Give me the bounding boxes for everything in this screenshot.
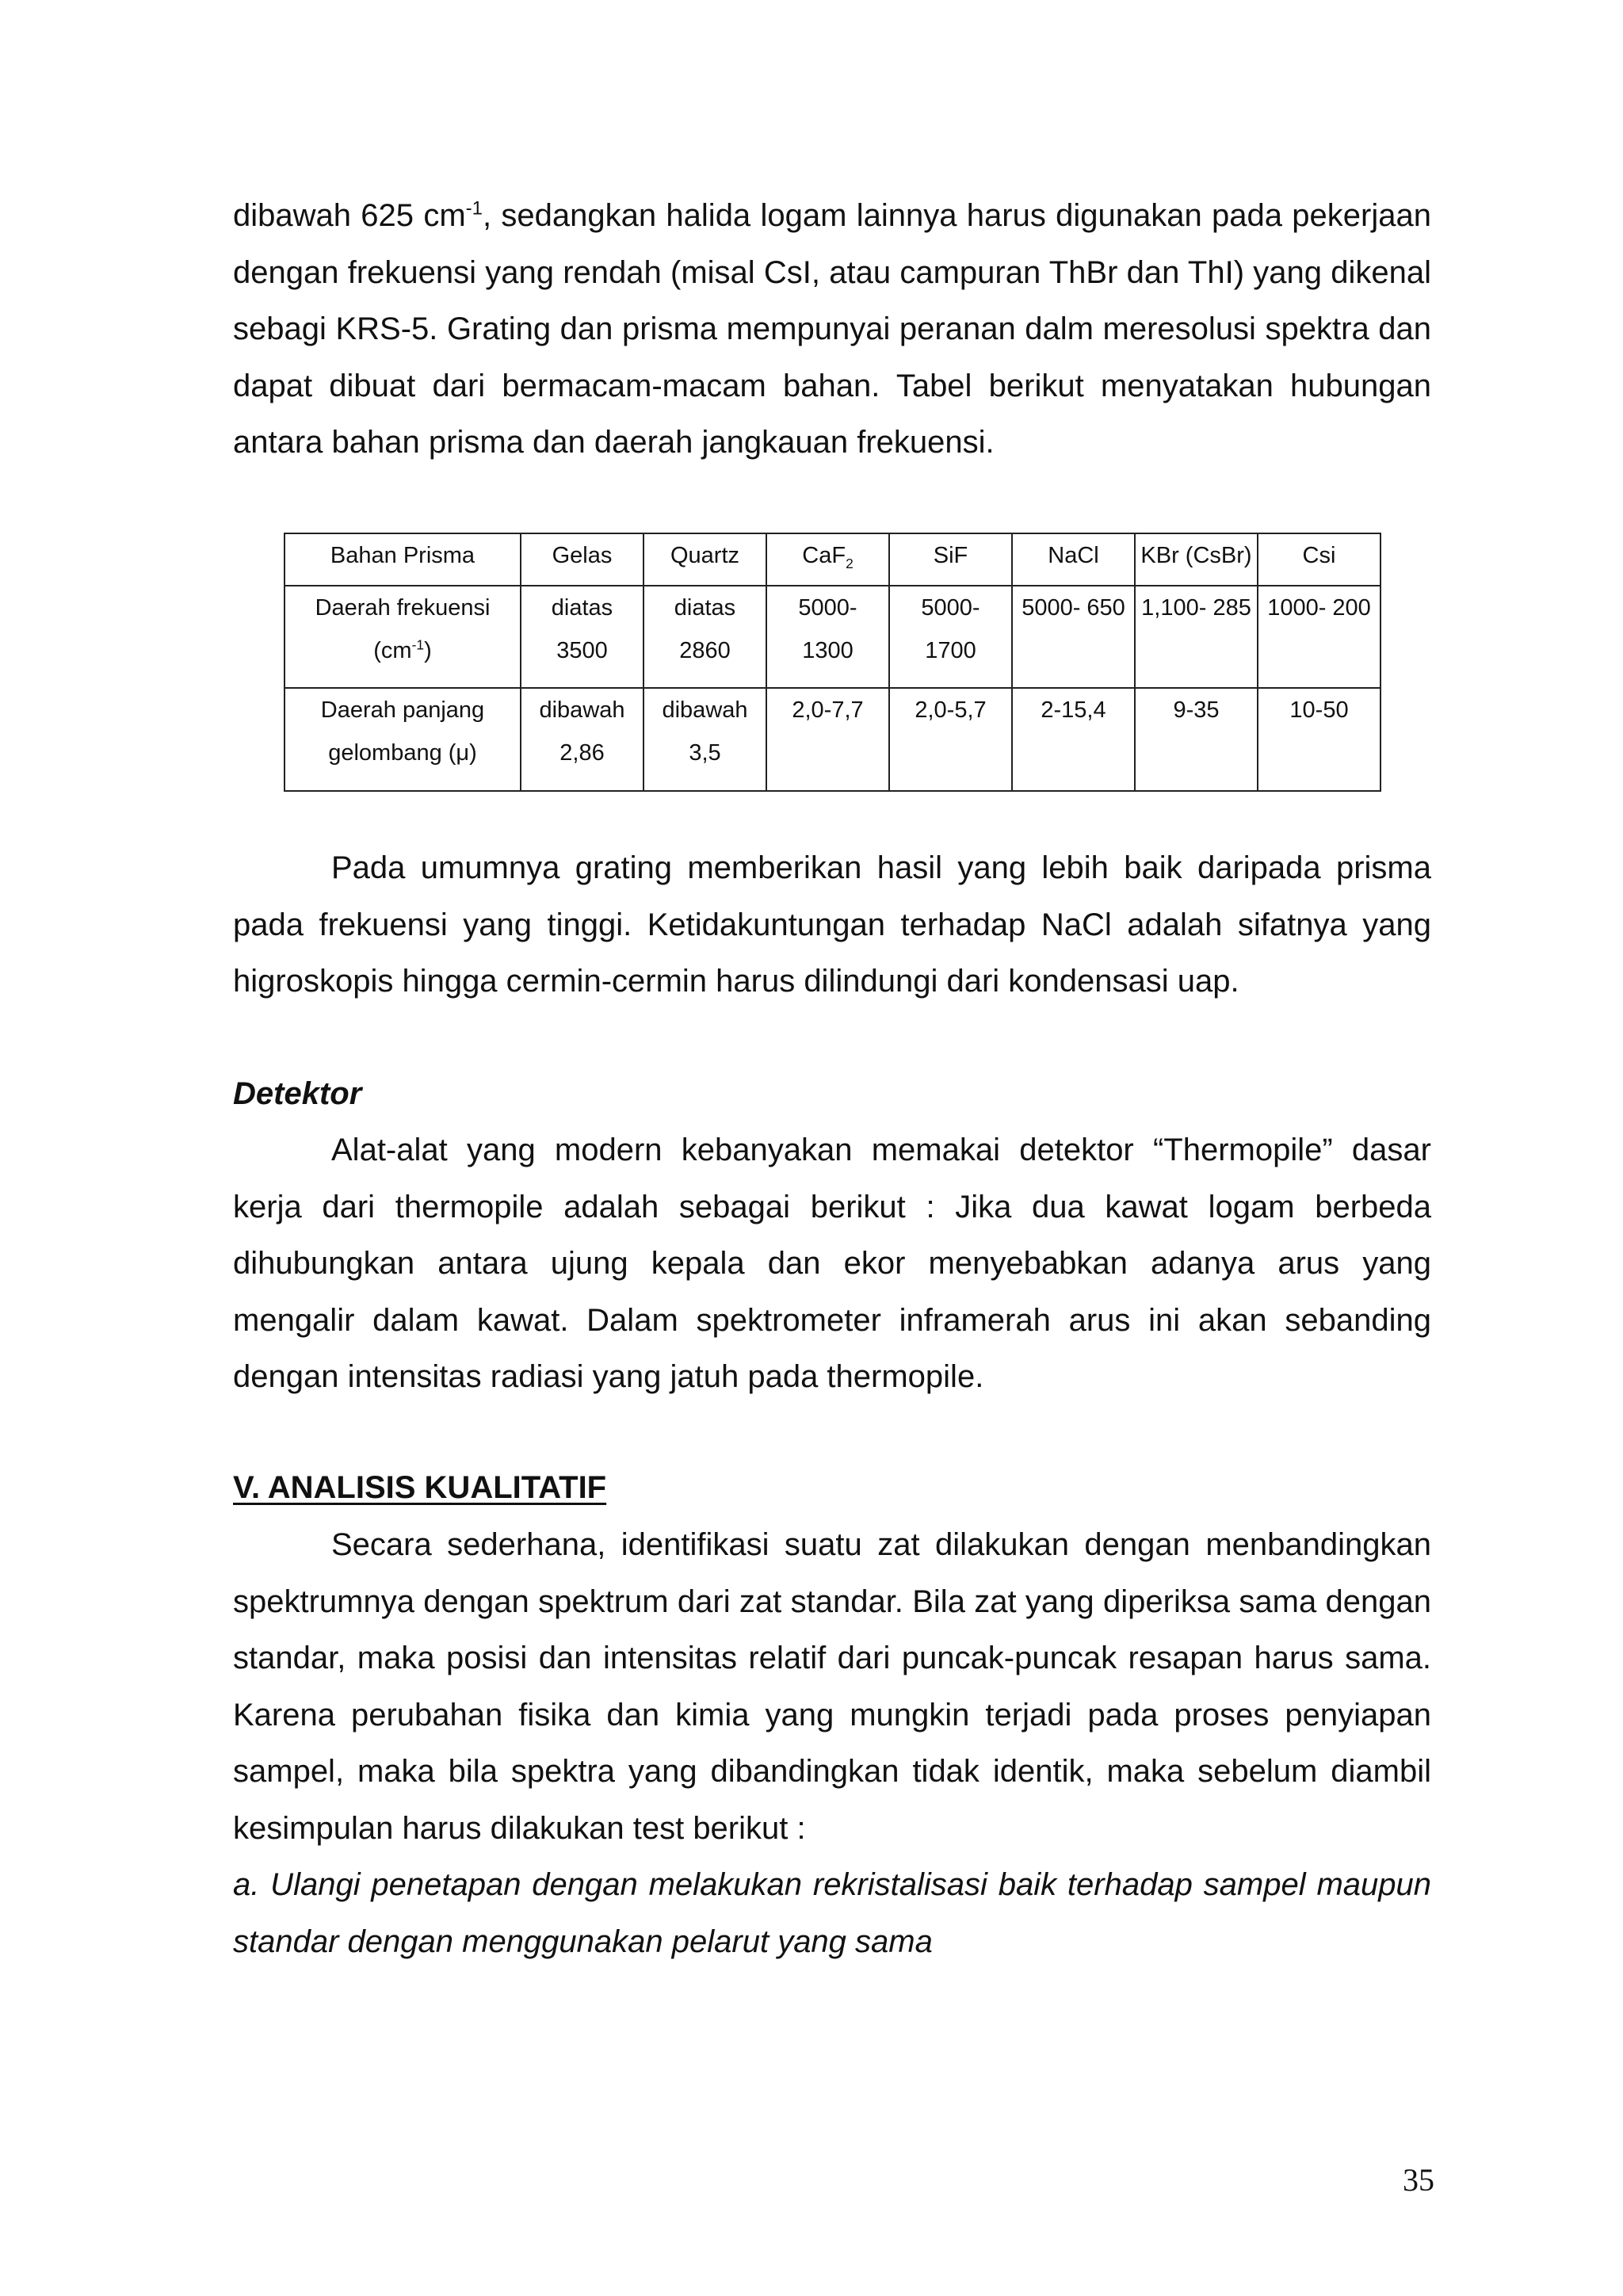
header-cell-gelas: Gelas	[521, 533, 643, 586]
row-label-frekuensi	[285, 586, 521, 689]
header-cell-csi: Csi	[1258, 533, 1381, 586]
frekuensi-unit-sup: -1	[411, 636, 425, 653]
table-cell: 1,100- 285	[1135, 586, 1258, 689]
header-cell-quartz: Quartz	[643, 533, 766, 586]
table-cell: 9-35	[1135, 688, 1258, 791]
table-cell: diatas 2860	[643, 586, 766, 689]
heading-analisis-kualitatif: V. ANALISIS KUALITATIF	[233, 1470, 607, 1505]
prism-material-table	[284, 533, 1381, 792]
table-cell: 1000- 200	[1258, 586, 1381, 689]
header-cell-nacl: NaCl	[1012, 533, 1135, 586]
table-row-panjang-gelombang	[285, 688, 1381, 791]
table-cell: 5000- 1700	[889, 586, 1012, 689]
superscript-minus-one: -1	[465, 197, 483, 220]
paragraph-grating: Pada umumnya grating memberikan hasil yang lebih baik daripada prisma pada frekuensi yang tinggi. Ketidakuntungan terhadap NaCl adalah sifatnya yang higroskopis hingga cermin-cermin harus dilindungi dari kondensasi uap.	[233, 850, 1431, 999]
table-cell: 2,0-5,7	[889, 688, 1012, 791]
paragraph-thermopile: Alat-alat yang modern kebanyakan memakai detektor “Thermopile” dasar kerja dari thermopile adalah sebagai berikut : Jika dua kawat logam berbeda dihubungkan antara ujung kepala dan ekor menyebabkan adanya arus yang mengalir dalam kawat. Dalam spektrometer inframerah arus ini akan sebanding dengan intensitas radiasi yang jatuh pada thermopile.	[233, 1133, 1431, 1394]
table-cell: 2-15,4	[1012, 688, 1135, 791]
paragraph-identifikasi: Secara sederhana, identifikasi suatu zat dilakukan dengan menbandingkan spektrumnya dengan spektrum dari zat standar. Bila zat yang diperiksa sama dengan standar, maka posisi dan intensitas relatif dari puncak-puncak resapan harus sama. Karena perubahan fisika dan kimia yang mungkin terjadi pada proses penyiapan sampel, maka bila spektra yang dibandingkan tidak identik, maka sebelum diambil kesimpulan harus dilakukan test berikut :	[233, 1527, 1431, 1846]
table-header-row	[285, 533, 1381, 586]
frekuensi-unit: (cm	[373, 637, 412, 663]
table-cell: 10-50	[1258, 688, 1381, 791]
table-row-frekuensi	[285, 586, 1381, 689]
header-cell-kbr: KBr (CsBr)	[1135, 533, 1258, 586]
table-cell: 2,0-7,7	[766, 688, 889, 791]
heading-detektor: Detektor	[233, 1076, 362, 1111]
caf-text: CaF	[802, 543, 846, 568]
table-cell: dibawah 2,86	[521, 688, 643, 791]
table-cell: 5000- 1300	[766, 586, 889, 689]
frekuensi-unit-close: )	[424, 637, 432, 663]
paragraph1-rest: , sedangkan halida logam lainnya harus digunakan pada pekerjaan dengan frekuensi yang rendah (misal CsI, atau campuran ThBr dan ThI) yang dikenal sebagi KRS-5. Grating dan prisma mempunyai peranan dalm meresolusi spektra dan dapat dibuat dari bermacam-macam bahan. Tabel berikut menyatakan hubungan antara bahan prisma dan daerah jangkauan frekuensi.	[233, 198, 1431, 460]
header-cell-bahan-prisma: Bahan Prisma	[285, 533, 521, 586]
table-cell: 5000- 650	[1012, 586, 1135, 689]
paragraph1-prefix: dibawah 625 cm	[233, 198, 466, 233]
list-item-a: a. Ulangi penetapan dengan melakukan rekristalisasi baik terhadap sampel maupun standar dengan menggunakan pelarut yang sama	[233, 1867, 1431, 1959]
header-cell-caf2	[766, 533, 889, 586]
table-cell: diatas 3500	[521, 586, 643, 689]
page-number: 35	[1403, 2162, 1434, 2198]
row-label-panjang-gelombang: Daerah panjang gelombang (μ)	[285, 688, 521, 791]
caf-subscript: 2	[846, 555, 854, 571]
paragraph-halida-logam	[233, 188, 1431, 472]
header-cell-sif: SiF	[889, 533, 1012, 586]
table-cell: dibawah 3,5	[643, 688, 766, 791]
frekuensi-label-text: Daerah frekuensi	[315, 594, 491, 621]
